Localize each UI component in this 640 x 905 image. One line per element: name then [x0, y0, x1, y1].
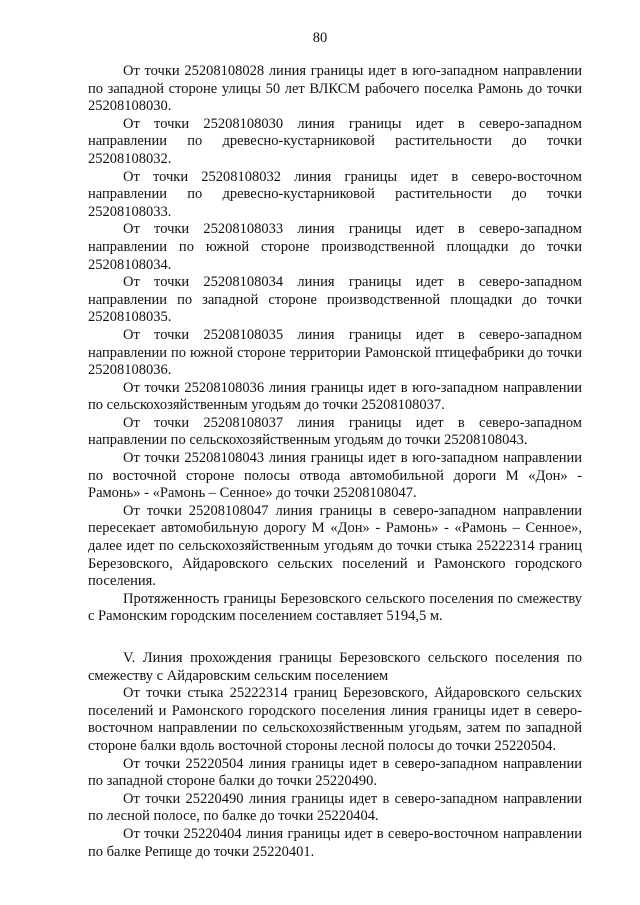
paragraph: От точки 25208108033 линия границы идет в северо-западном направлении по южной стороне производственной площадки до точки 25208108034.	[88, 221, 582, 273]
section-heading: V. Линия прохождения границы Березовского сельского поселения по смежеству с Айдаровским сельским поселением	[88, 650, 582, 684]
paragraph: От точки 25208108028 линия границы идет в юго-западном направлении по западной стороне улицы 50 лет ВЛКСМ рабочего поселка Рамонь до точки 25208108030.	[88, 63, 582, 115]
paragraph: От точки 25220490 линия границы идет в северо-западном направлении по лесной полосе, по балке до точки 25220404.	[88, 790, 582, 825]
section-gap	[88, 626, 582, 650]
paragraph: От точки 25220404 линия границы идет в северо-восточном направлении по балке Репище до точки 25220401.	[88, 825, 582, 860]
paragraph: От точки стыка 25222314 границ Березовского, Айдаровского сельских поселений и Рамонского городского поселения линия границы идет в северо-восточном направлении по сельскохозяйственным угодьям, затем по западной стороне балки вдоль восточной стороны лесной полосы до точки 25220504.	[88, 685, 582, 754]
paragraph: От точки 25208108036 линия границы идет в юго-западном направлении по сельскохозяйственным угодьям до точки 25208108037.	[88, 379, 582, 414]
length-summary-paragraph: Протяженность границы Березовского сельского поселения по смежеству с Рамонским городским поселением составляет 5194,5 м.	[88, 590, 582, 625]
page-number: 80	[312, 30, 328, 46]
paragraph: От точки 25208108035 линия границы идет в северо-западном направлении по южной стороне территории Рамонской птицефабрики до точки 25208108036.	[88, 326, 582, 379]
paragraph: От точки 25208108030 линия границы идет в северо-западном направлении по древесно-кустарниковой растительности до точки 25208108032.	[88, 115, 582, 167]
paragraph: От точки 25208108032 линия границы идет в северо-восточном направлении по древесно-кустарниковой растительности до точки 25208108033.	[88, 168, 582, 220]
paragraph: От точки 25208108043 линия границы идет в юго-западном направлении по восточной стороне полосы отвода автомобильной дороги М «Дон» - Рамонь» - «Рамонь – Сенное» до точки 25208108047.	[88, 450, 582, 502]
document-body	[88, 63, 582, 861]
paragraph: От точки 25208108034 линия границы идет в северо-западном направлении по западной стороне производственной площадки до точки 25208108035.	[88, 274, 582, 326]
paragraph: От точки 25220504 линия границы идет в северо-западном направлении по западной стороне балки до точки 25220490.	[88, 755, 582, 790]
paragraph: От точки 25208108037 линия границы идет в северо-западном направлении по сельскохозяйственным угодьям до точки 25208108043.	[88, 414, 582, 449]
paragraph: От точки 25208108047 линия границы в северо-западном направлении пересекает автомобильную дорогу М «Дон» - Рамонь» - «Рамонь – Сенное», далее идет по сельскохозяйственным угодьям до точки стыка 25222314 границ Березовского, Айдаровского сельских поселений и Рамонского городского поселения.	[88, 502, 582, 590]
